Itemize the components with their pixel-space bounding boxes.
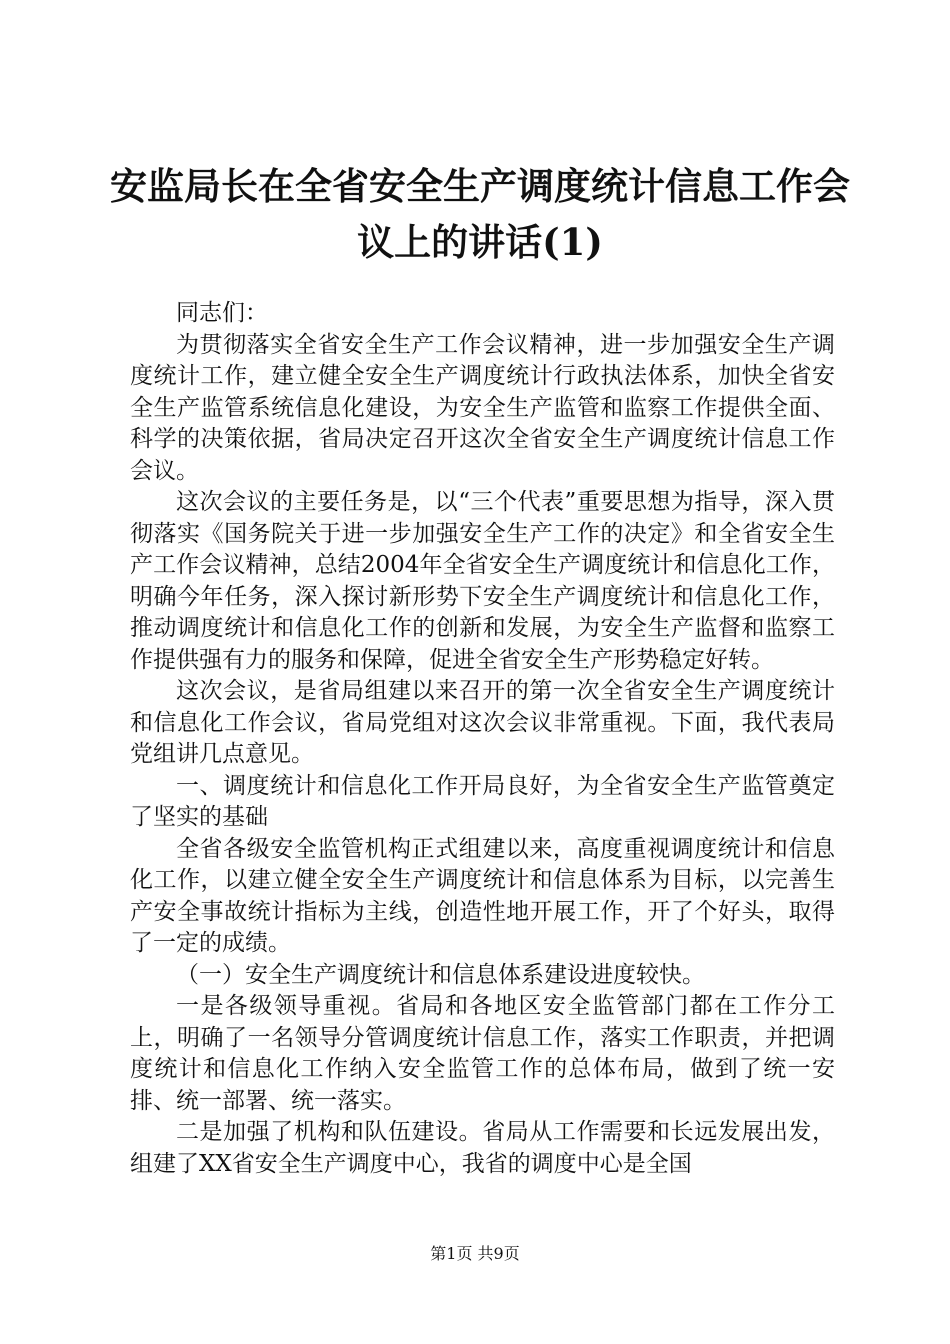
title-line-2: 议上的讲话(1) [357, 220, 603, 264]
paragraph: 全省各级安全监管机构正式组建以来，高度重视调度统计和信息化工作，以建立健全安全生产调度统计和信息体系为目标，以完善生产安全事故统计指标为主线，创造性地开展工作，开了个好头，取得了一定的成绩。 [130, 835, 835, 956]
paragraph: 二是加强了机构和队伍建设。省局从工作需要和长远发展出发，组建了XX省安全生产调度中心，我省的调度中心是全国 [130, 1119, 835, 1177]
paragraph: 一是各级领导重视。省局和各地区安全监管部门都在工作分工上，明确了一名领导分管调度统计信息工作，落实工作职责，并把调度统计和信息化工作纳入安全监管工作的总体布局，做到了统一安排、统一部署、统一落实。 [130, 993, 835, 1114]
document-body [130, 298, 835, 1180]
paragraph: 这次会议的主要任务是，以“三个代表”重要思想为指导，深入贯彻落实《国务院关于进一步加强安全生产工作的决定》和全省安全生产工作会议精神，总结2004年全省安全生产调度统计和信息化工作，明确今年任务，深入探讨新形势下安全生产调度统计和信息化工作，推动调度统计和信息化工作的创新和发展，为安全生产监督和监察工作提供强有力的服务和保障，促进全省安全生产形势稳定好转。 [130, 489, 835, 673]
title-line-1: 安监局长在全省安全生产调度统计信息工作会 [110, 164, 850, 208]
document-title [110, 158, 850, 270]
subsection-heading: （一）安全生产调度统计和信息体系建设进度较快。 [176, 961, 705, 988]
page-footer: 第1页 共9页 [430, 1244, 520, 1263]
paragraph: 为贯彻落实全省安全生产工作会议精神，进一步加强安全生产调度统计工作，建立健全安全生产调度统计行政执法体系，加快全省安全生产监管系统信息化建设，为安全生产监管和监察工作提供全面、科学的决策依据，省局决定召开这次全省安全生产调度统计信息工作会议。 [130, 331, 835, 484]
paragraph: 这次会议，是省局组建以来召开的第一次全省安全生产调度统计和信息化工作会议，省局党组对这次会议非常重视。下面，我代表局党组讲几点意见。 [130, 678, 835, 767]
salutation: 同志们： [176, 300, 268, 326]
section-heading: 一、调度统计和信息化工作开局良好，为全省安全生产监管奠定了坚实的基础 [130, 772, 835, 830]
